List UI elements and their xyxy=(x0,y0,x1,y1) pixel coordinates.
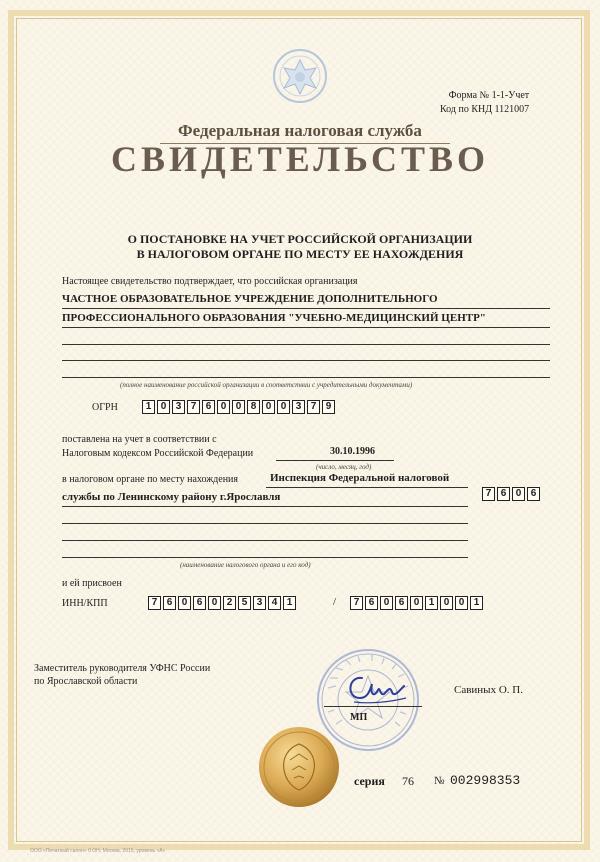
kpp-digit: 6 xyxy=(365,596,378,610)
org-name-line-1: ЧАСТНОЕ ОБРАЗОВАТЕЛЬНОЕ УЧРЕЖДЕНИЕ ДОПОЛНИТЕЛЬНОГО xyxy=(62,293,438,305)
mp-label: МП xyxy=(350,712,368,723)
authority-code-boxes xyxy=(482,487,540,501)
certificate-number: 002998353 xyxy=(450,773,521,788)
kpp-digit: 0 xyxy=(455,596,468,610)
org-name-line-2: ПРОФЕССИОНАЛЬНОГО ОБРАЗОВАНИЯ "УЧЕБНО-МЕДИЦИНСКИЙ ЦЕНТР" xyxy=(62,312,486,324)
registered-line-2: Налоговым кодексом Российской Федерации xyxy=(62,448,254,459)
authority-underline-5 xyxy=(62,557,468,558)
ogrn-digit: 0 xyxy=(217,400,230,414)
org-line-3 xyxy=(62,344,550,345)
kpp-digit: 0 xyxy=(440,596,453,610)
inn-digit: 5 xyxy=(238,596,251,610)
inn-digit: 0 xyxy=(178,596,191,610)
authority-code-digit: 6 xyxy=(497,487,510,501)
date-line xyxy=(276,460,394,461)
certificate-title: СВИДЕТЕЛЬСТВО xyxy=(110,139,490,179)
series-label: серия xyxy=(354,774,385,788)
kpp-digit: 7 xyxy=(350,596,363,610)
signer-name: Савиных О. П. xyxy=(454,684,523,696)
inn-digit: 6 xyxy=(163,596,176,610)
ogrn-digit: 0 xyxy=(157,400,170,414)
authority-underline-3 xyxy=(62,523,468,524)
authority-code-digit: 0 xyxy=(512,487,525,501)
inn-digit: 6 xyxy=(193,596,206,610)
authority-underline-2 xyxy=(62,506,468,507)
inn-digit: 2 xyxy=(223,596,236,610)
ogrn-digit: 3 xyxy=(292,400,305,414)
ogrn-digit: 7 xyxy=(187,400,200,414)
authority-underline-1 xyxy=(266,487,468,488)
form-number: Форма № 1-1-Учет xyxy=(448,90,530,101)
inn-digit: 0 xyxy=(208,596,221,610)
inn-digit: 7 xyxy=(148,596,161,610)
assigned-text: и ей присвоен xyxy=(62,578,122,589)
ogrn-digit: 0 xyxy=(232,400,245,414)
ogrn-digit: 6 xyxy=(202,400,215,414)
ogrn-boxes xyxy=(142,400,335,414)
agency-name: Федеральная налоговая служба xyxy=(178,121,422,140)
kpp-boxes xyxy=(350,596,483,610)
ogrn-digit: 0 xyxy=(262,400,275,414)
series-value: 76 xyxy=(402,774,414,788)
inn-digit: 4 xyxy=(268,596,281,610)
gold-seal-icon xyxy=(258,726,340,808)
ogrn-digit: 9 xyxy=(322,400,335,414)
authority-code-digit: 6 xyxy=(527,487,540,501)
signature-line xyxy=(324,706,422,707)
org-line-1 xyxy=(62,308,550,309)
knd-code: Код по КНД 1121007 xyxy=(440,104,530,115)
kpp-digit: 1 xyxy=(470,596,483,610)
inn-digit: 3 xyxy=(253,596,266,610)
authority-code-digit: 7 xyxy=(482,487,495,501)
signature-icon xyxy=(340,668,410,708)
emblem-icon xyxy=(272,48,328,104)
ogrn-digit: 3 xyxy=(172,400,185,414)
kpp-digit: 0 xyxy=(380,596,393,610)
registered-line-1: поставлена на учет в соответствии с xyxy=(62,434,217,445)
number-sign: № xyxy=(434,775,445,787)
authority-line-2: службы по Ленинскому району г.Ярославля xyxy=(62,491,281,503)
inn-digit: 1 xyxy=(283,596,296,610)
org-caption: (полное наименование российской организации в соответствии с учредительными документами) xyxy=(120,381,413,389)
authority-intro: в налоговом органе по месту нахождения xyxy=(62,474,239,485)
ogrn-digit: 7 xyxy=(307,400,320,414)
subtitle-line-2: В НАЛОГОВОМ ОРГАНЕ ПО МЕСТУ ЕЕ НАХОЖДЕНИЯ xyxy=(136,247,464,261)
intro-text: Настоящее свидетельство подтверждает, что российская организация xyxy=(62,276,358,287)
printer-note: ООО «Печатный салон» 0 ОН, Москва, 2015, уровень «А» xyxy=(30,848,166,854)
authority-underline-4 xyxy=(62,540,468,541)
inn-kpp-label: ИНН/КПП xyxy=(62,598,108,609)
kpp-digit: 6 xyxy=(395,596,408,610)
kpp-digit: 1 xyxy=(425,596,438,610)
ogrn-label: ОГРН xyxy=(92,402,118,413)
kpp-digit: 0 xyxy=(410,596,423,610)
ogrn-digit: 1 xyxy=(142,400,155,414)
signer-position-line-2: по Ярославской области xyxy=(34,676,138,687)
org-line-2 xyxy=(62,327,550,328)
inn-boxes xyxy=(148,596,296,610)
org-line-5 xyxy=(62,377,550,378)
subtitle-line-1: О ПОСТАНОВКЕ НА УЧЕТ РОССИЙСКОЙ ОРГАНИЗАЦИИ xyxy=(127,232,473,246)
ogrn-digit: 8 xyxy=(247,400,260,414)
org-line-4 xyxy=(62,360,550,361)
authority-caption: (наименование налогового органа и его код) xyxy=(180,561,311,569)
certificate-subtitle xyxy=(0,232,600,262)
form-info xyxy=(440,89,529,117)
ogrn-digit: 0 xyxy=(277,400,290,414)
date-caption: (число, месяц, год) xyxy=(316,463,372,471)
inn-kpp-separator: / xyxy=(333,596,337,608)
authority-line-1: Инспекция Федеральной налоговой xyxy=(270,472,450,484)
registration-date: 30.10.1996 xyxy=(330,446,375,457)
signer-position-line-1: Заместитель руководителя УФНС России xyxy=(34,663,211,674)
